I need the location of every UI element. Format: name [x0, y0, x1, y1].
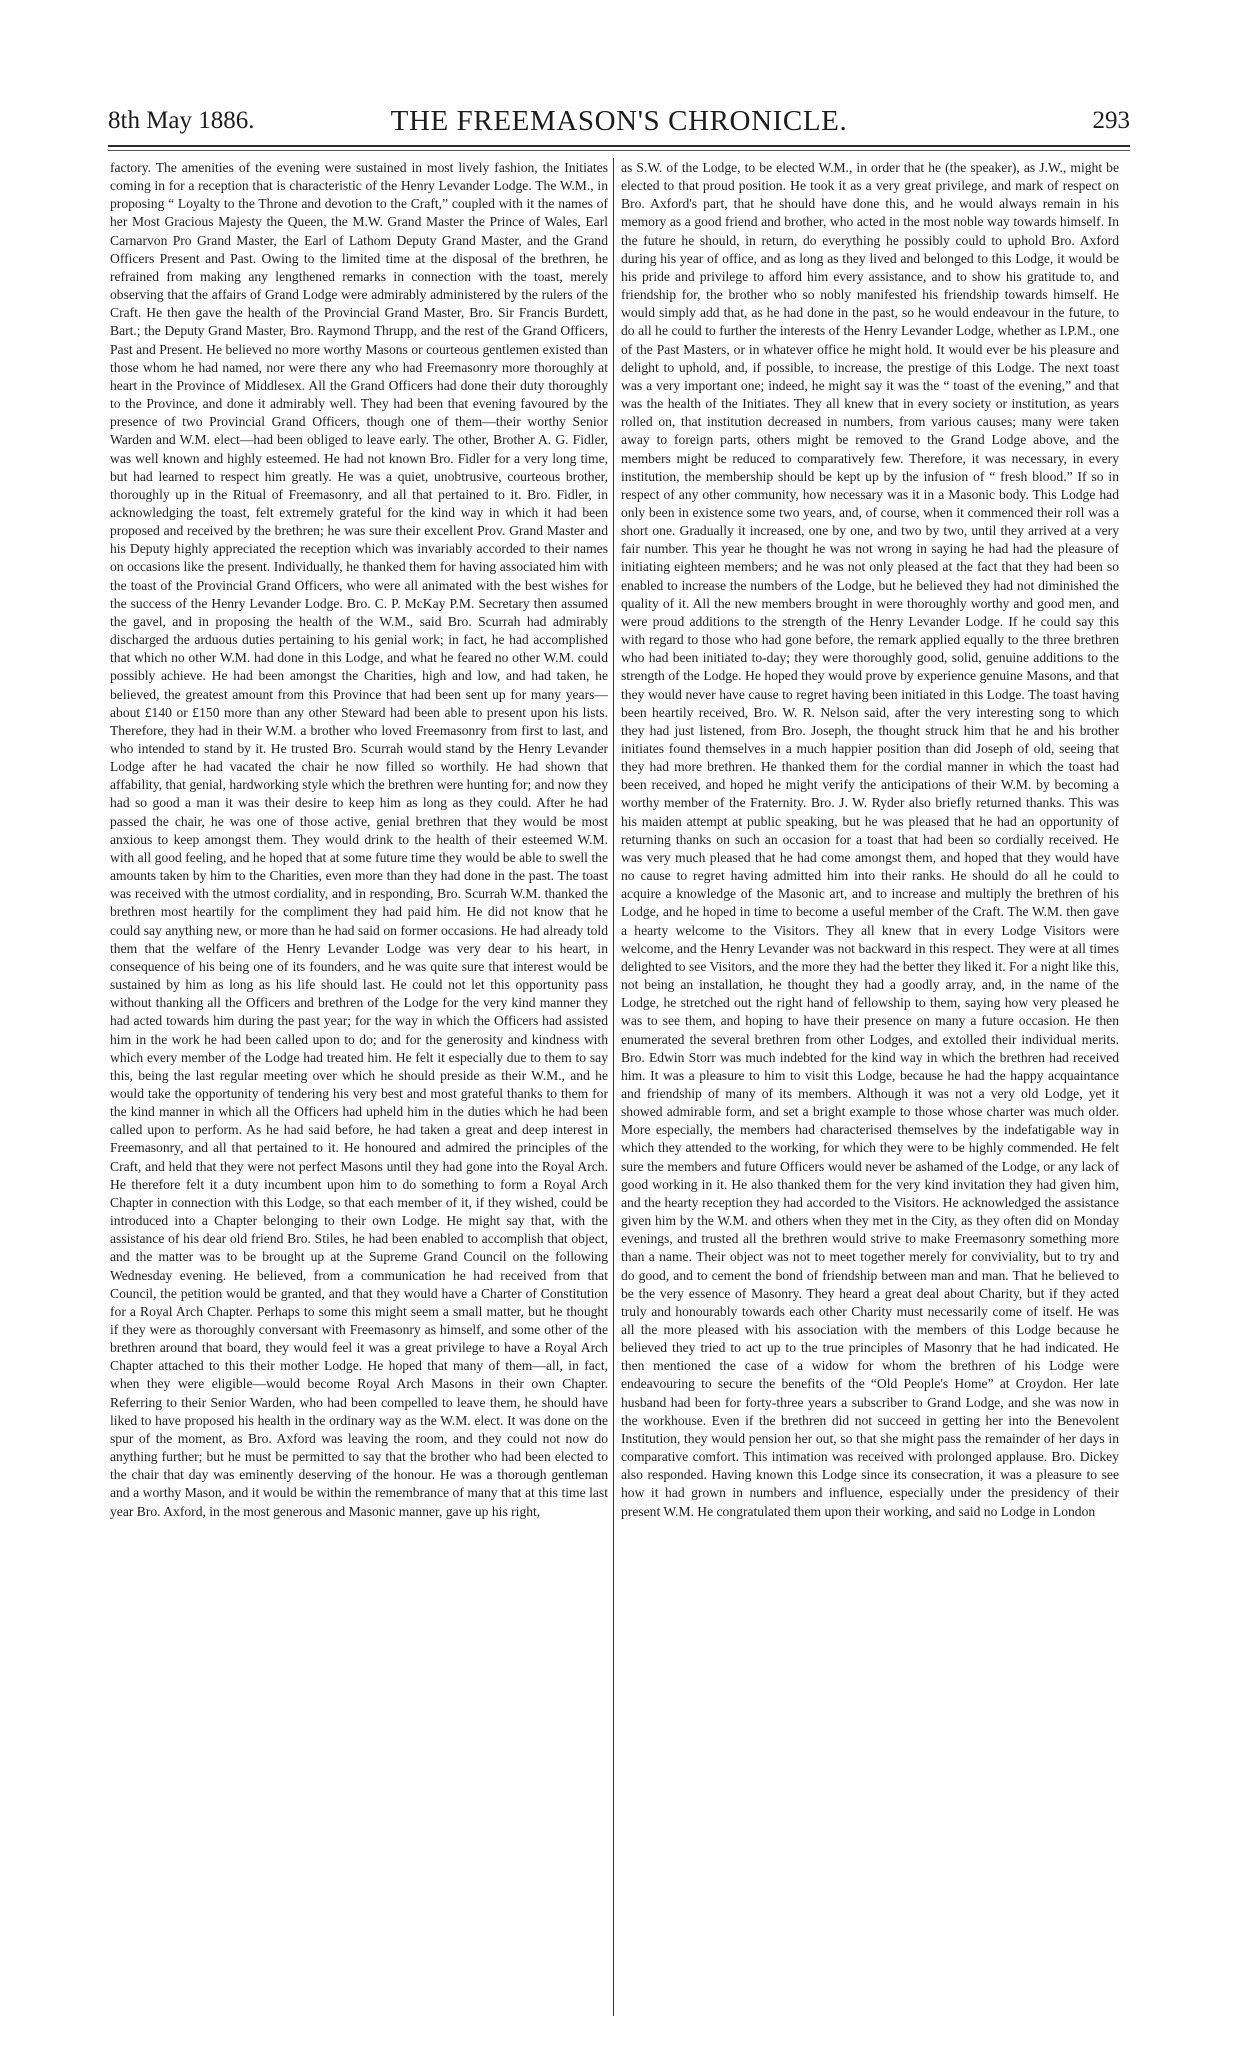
- header-rule-thick: [108, 145, 1130, 147]
- page-number: 293: [1092, 107, 1130, 134]
- issue-date: 8th May 1886.: [108, 107, 255, 134]
- publication-title: THE FREEMASON'S CHRONICLE.: [390, 105, 848, 137]
- column-divider: [613, 158, 614, 2016]
- right-column-text: as S.W. of the Lodge, to be elected W.M., in order that he (the speaker), as J.W., might be elected to that proud position. He took it as a very great privilege, and mark of respect on Bro. Axford's part, that he should have done this, and he would always remain in his memory as a good friend and brother, who acted in the most noble way towards himself. In the future he should, in return, do everything he possibly could to uphold Bro. Axford during his year of office, and as long as they lived and belonged to this Lodge, it would be his pride and privilege to afford him every assistance, and to show his gratitude to, and friendship for, the brother who so nobly manifested his friendship towards himself. He would simply add that, as he had done in the past, so he would endeavour in the future, to do all he could to further the interests of the Henry Levander Lodge, whether as I.P.M., one of the Past Masters, or in whatever office he might hold. It would ever be his pleasure and delight to uphold, and, if possible, to increase, the prestige of this Lodge. The next toast was a very important one; indeed, he might say it was the “ toast of the evening,” and that was the health of the Initiates. They all knew that in every society or institution, as years rolled on, that institution decreased in numbers, from various causes; many were taken away to foreign parts, others might be removed to the Grand Lodge above, and the members might be reduced to comparatively few. Therefore, it was necessary, in every institution, the membership should be kept up by the infusion of “ fresh blood.” If so in respect of any other community, how necessary was it in a Masonic body. This Lodge had only been in existence some two years, and, of course, when it commenced their roll was a short one. Gradually it increased, one by one, and two by two, until they arrived at a very fair number. This year he thought he was not wrong in saying he had had the pleasure of initiating eighteen members; and he was not only pleased at the fact that they had been so enabled to increase the numbers of the Lodge, but he believed they had not diminished the quality of it. All the new members brought in were thoroughly worthy and good men, and were proud additions to the strength of the Henry Levander Lodge. If he could say this with regard to those who had gone before, the remark applied equally to the three brethren who had been initiated to-day; they were thoroughly good, solid, genuine additions to the strength of the Lodge. He hoped they would prove by experience genuine Masons, and that they would never have cause to regret having been initiated in this Lodge. The toast having been heartily received, Bro. W. R. Nelson said, after the very interesting song to which they had just listened, from Bro. Joseph, the thought struck him that he and his brother initiates found themselves in a much happier position than did Joseph of old, seeing that they had more brethren. He thanked them for the cordial manner in which the toast had been received, and hoped he might verify the anticipations of their W.M. by becoming a worthy member of the Fraternity. Bro. J. W. Ryder also briefly returned thanks. This was his maiden attempt at public speaking, but he was pleased that he had an opportunity of returning thanks on such an occasion for a toast that had been so cordially received. He was very much pleased that he had come amongst them, and hoped that they would have no cause to regret having admitted him into their ranks. He should do all he could to acquire a knowledge of the Masonic art, and to increase and multiply the brethren of his Lodge, and he hoped in time to become a useful member of the Craft. The W.M. then gave a hearty welcome to the Visitors. They all knew that in every Lodge Visitors were welcome, and the Henry Levander was not backward in this respect. They were at all times delighted to see Visitors, and the more they had the better they liked it. For a night like this, not being an installation, he thought they had a goodly array, and, in the name of the Lodge, he stretched out the right hand of fellowship to them, saying how very pleased he was to see them, and hoping to have their presence on many a future occasion. He then enumerated the several brethren from other Lodges, and extolled their individual merits. Bro. Edwin Storr was much indebted for the kind way in which the brethren had received him. It was a pleasure to him to visit this Lodge, because he had the happy acquaintance and friendship of many of its members. Although it was not a very old Lodge, yet it showed admirable form, and set a bright example to those whose charter was much older. More especially, the members had characterised themselves by the indefatigable way in which they attended to the working, for which they were to be highly commended. He felt sure the members and future Officers would never be ashamed of the Lodge, or any lack of good working in it. He also thanked them for the very kind invitation they had given him, and the hearty reception they had accorded to the Visitors. He acknowledged the assistance given him by the W.M. and others when they met in the City, as they often did on Monday evenings, and trusted all the brethren would strive to make Freemasonry something more than a name. Their object was not to meet together merely for conviviality, but to try and do good, and to cement the bond of friendship between man and man. That he believed to be the very essence of Masonry. They heard a great deal about Charity, but if they acted truly and honourably towards each other Charity must necessarily come of itself. He was all the more pleased with his association with the members of this Lodge because he believed they tried to act up to the true principles of Masonry that he had indicated. He then mentioned the case of a widow for whom the brethren of his Lodge were endeavouring to secure the benefits of the “Old People's Home” at Croydon. Her late husband had been for forty-three years a subscriber to Grand Lodge, and she was now in the workhouse. Even if the brethren did not succeed in getting her into the Benevolent Institution, they would pension her out, so that she might pass the remainder of her days in comparative comfort. This intimation was received with prolonged applause. Bro. Dickey also responded. Having known this Lodge since its consecration, it was a pleasure to see how it had grown in numbers and influence, especially under the presidency of their present W.M. He congratulated them upon their working, and said no Lodge in London: [621, 160, 1119, 1519]
- left-column: [110, 159, 608, 2019]
- right-column: [621, 159, 1119, 2019]
- header-rule-thin: [108, 150, 1130, 151]
- left-column-text: factory. The amenities of the evening were sustained in most lively fashion, the Initiates coming in for a reception that is characteristic of the Henry Levander Lodge. The W.M., in proposing “ Loyalty to the Throne and devotion to the Craft,” coupled with it the names of her Most Gracious Majesty the Queen, the M.W. Grand Master the Prince of Wales, Earl Carnarvon Pro Grand Master, the Earl of Lathom Deputy Grand Master, and the Grand Officers Present and Past. Owing to the limited time at the disposal of the brethren, he refrained from making any lengthened remarks in connection with the toast, merely observing that the affairs of Grand Lodge were admirably administered by the rulers of the Craft. He then gave the health of the Provincial Grand Master, Bro. Sir Francis Burdett, Bart.; the Deputy Grand Master, Bro. Raymond Thrupp, and the rest of the Grand Officers, Past and Present. He believed no more worthy Masons or courteous gentlemen existed than those whom he had named, nor were there any who had Freemasonry more thoroughly at heart in the Province of Middlesex. All the Grand Officers had done their duty thoroughly to the Province, and done it admirably well. They had been that evening favoured by the presence of two Provincial Grand Officers, though one of them—their worthy Senior Warden and W.M. elect—had been obliged to leave early. The other, Brother A. G. Fidler, was well known and highly esteemed. He had not known Bro. Fidler for a very long time, but had learned to respect him greatly. He was a quiet, unobtrusive, courteous brother, thoroughly up in the Ritual of Freemasonry, and all that pertained to it. Bro. Fidler, in acknowledging the toast, felt extremely grateful for the kind way in which it had been proposed and received by the brethren; he was sure their excellent Prov. Grand Master and his Deputy highly appreciated the reception which was invariably accorded to their names on occasions like the present. Individually, he thanked them for having associated him with the toast of the Provincial Grand Officers, who were all animated with the best wishes for the success of the Henry Levander Lodge. Bro. C. P. McKay P.M. Secretary then assumed the gavel, and in proposing the health of the W.M., said Bro. Scurrah had admirably discharged the arduous duties pertaining to his genial work; in fact, he had accomplished that which no other W.M. had done in this Lodge, and what he feared no other W.M. could possibly achieve. He had been amongst the Charities, high and low, and had taken, he believed, the greatest amount from this Province that had been sent up for many years—about £140 or £150 more than any other Steward had been able to present upon his lists. Therefore, they had in their W.M. a brother who loved Freemasonry from first to last, and who intended to stand by it. He trusted Bro. Scurrah would stand by the Henry Levander Lodge after he had vacated the chair he now filled so worthily. He had shown that affability, that genial, hardworking style which the brethren were hunting for; and now they had so good a man it was their desire to keep him as long as they could. After he had passed the chair, he was one of those active, genial brethren that they would be most anxious to keep amongst them. They would drink to the health of their esteemed W.M. with all good feeling, and he hoped that at some future time they would be able to swell the amounts taken by him to the Charities, even more than they had done in the past. The toast was received with the utmost cordiality, and in responding, Bro. Scurrah W.M. thanked the brethren most heartily for the compliment they had paid him. He did not know that he could say anything new, or more than he had said on former occasions. He had already told them that the welfare of the Henry Levander Lodge was very dear to his heart, in consequence of his being one of its founders, and he was quite sure that interest would be sustained by him as long as his life should last. He could not let this opportunity pass without thanking all the Officers and brethren of the Lodge for the very kind manner they had acted towards him during the past year; for the way in which the Officers had assisted him in the work he had been called upon to do; and for the generosity and kindness with which every member of the Lodge had treated him. He felt it especially due to them to say this, being the last regular meeting over which he should preside as their W.M., and he would take the opportunity of tendering his very best and most grateful thanks to them for the kind manner in which all the Officers had upheld him in the duties which he had been called upon to perform. As he had said before, he had taken a great and deep interest in Freemasonry, and all that pertained to it. He honoured and admired the principles of the Craft, and held that they were not perfect Masons until they had gone into the Royal Arch. He therefore felt it a duty incumbent upon him to do something to form a Royal Arch Chapter in connection with this Lodge, so that each member of it, if they wished, could be introduced into a Chapter belonging to their own Lodge. He might say that, with the assistance of his dear old friend Bro. Stiles, he had been enabled to accomplish that object, and the matter was to be brought up at the Supreme Grand Council on the following Wednesday evening. He believed, from a communication he had received from that Council, the petition would be granted, and that they would have a Charter of Constitution for a Royal Arch Chapter. Perhaps to some this might seem a small matter, but he thought if they were as thoroughly conversant with Freemasonry as himself, and some other of the brethren around that board, they would feel it was a great privilege to have a Royal Arch Chapter attached to this their mother Lodge. He hoped that many of them—all, in fact, when they were eligible—would become Royal Arch Masons in their own Chapter. Referring to their Senior Warden, who had been compelled to leave them, he should have liked to have proposed his health in the ordinary way as the W.M. elect. It was done on the spur of the moment, as Bro. Axford was leaving the room, and they could not now do anything further; but he must be permitted to say that the brother who had been elected to the chair that day was eminently deserving of the honour. He was a thorough gentleman and a worthy Mason, and it would be within the remembrance of many that at this time last year Bro. Axford, in the most generous and Masonic manner, gave up his right,: [110, 160, 608, 1519]
- masthead: [108, 102, 1130, 142]
